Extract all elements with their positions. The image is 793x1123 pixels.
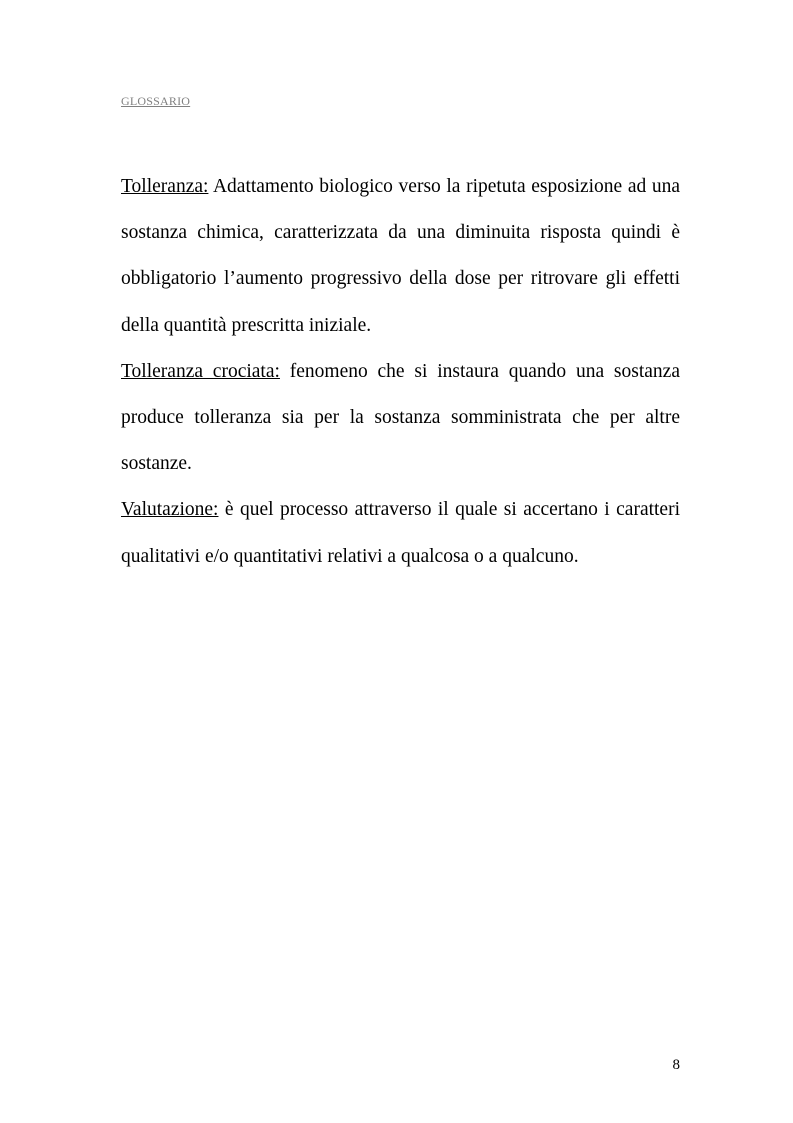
glossary-entry-tolleranza-crociata (121, 349, 680, 488)
glossary-definition: è quel processo attraverso il quale si accertano i caratteri qualitativi e/o quantitativi relativi a qualcosa o a qualcuno. (121, 499, 680, 567)
glossary-entry-tolleranza (121, 164, 680, 349)
glossary-body (121, 164, 680, 580)
running-header: GLOSSARIO (121, 94, 191, 108)
glossary-term: Tolleranza crociata: (121, 360, 280, 382)
glossary-definition: fenomeno che si instaura quando una sostanza produce tolleranza sia per la sostanza somministrata che per altre sostanze. (121, 360, 680, 475)
glossary-entry-valutazione (121, 487, 680, 579)
glossary-term: Valutazione: (121, 499, 219, 521)
page-number: 8 (672, 1057, 680, 1073)
glossary-term: Tolleranza: (121, 176, 209, 197)
glossary-definition: Adattamento biologico verso la ripetuta esposizione ad una sostanza chimica, caratterizzata da una diminuita risposta quindi è obbligatorio l’aumento progressivo della dose per ritrovare gli effetti della quantità prescritta iniziale. (121, 176, 680, 336)
